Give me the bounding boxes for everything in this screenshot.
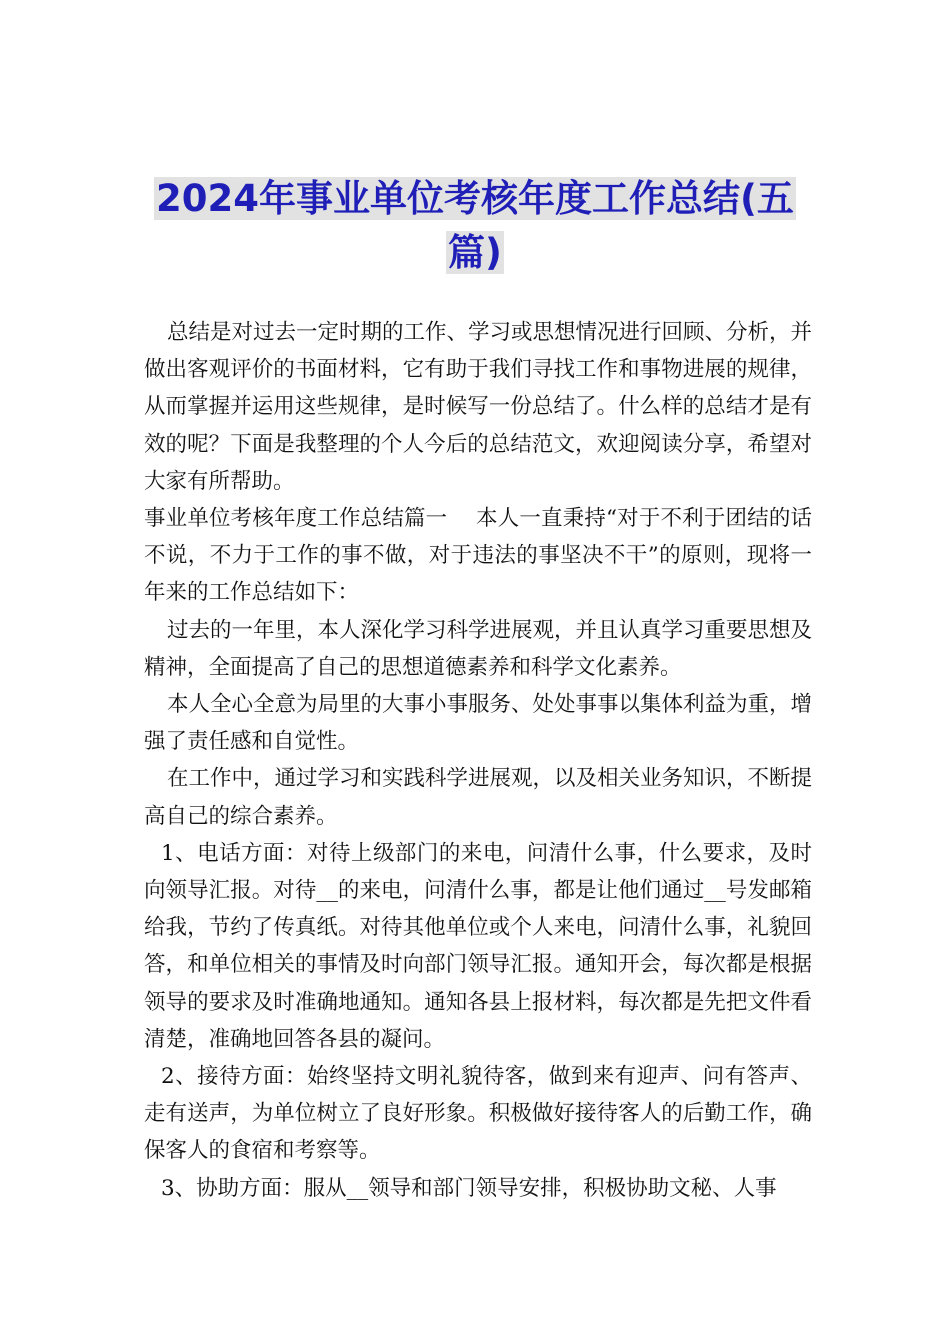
- paragraph-intro: 总结是对过去一定时期的工作、学习或思想情况进行回顾、分析，并做出客观评价的书面材料，它有助于我们寻找工作和事物进展的规律，从而掌握并运用这些规律，是时候写一份总结了。什么样的总结才是有效的呢？下面是我整理的个人今后的总结范文，欢迎阅读分享，希望对大家有所帮助。: [144, 320, 813, 494]
- paragraph-section-one: 事业单位考核年度工作总结篇一 本人一直秉持“对于不利于团结的话不说，不力于工作的事不做，对于违法的事坚决不干”的原则，现将一年来的工作总结如下：: [144, 506, 812, 606]
- paragraph-phone: 1、电话方面：对待上级部门的来电，问清什么事，什么要求，及时向领导汇报。对待__的来电，问清什么事，都是让他们通过__号发邮箱给我，节约了传真纸。对待其他单位或个人来电，问清什么事，礼貌回答，和单位相关的事情及时向部门领导汇报。通知开会，每次都是根据领导的要求及时准确地通知。通知各县上报材料，每次都是先把文件看清楚，准确地回答各县的凝问。: [144, 840, 812, 1052]
- paragraph-assist: 3、协助方面：服从__领导和部门领导安排，积极协助文秘、人事: [161, 1175, 777, 1201]
- paragraph: 在工作中，通过学习和实践科学进展观，以及相关业务知识，不断提高自己的综合素养。: [144, 766, 813, 829]
- page-title: [140, 172, 810, 280]
- paragraph: 过去的一年里，本人深化学习科学进展观，并且认真学习重要思想及精神，全面提高了自己的思想道德素养和科学文化素养。: [144, 617, 813, 680]
- paragraph: 本人全心全意为局里的大事小事服务、处处事事以集体利益为重，增强了责任感和自觉性。: [144, 692, 813, 755]
- document-body: [144, 314, 812, 1207]
- title-line-2: 篇): [448, 231, 502, 274]
- title-line-1: 2024年事业单位考核年度工作总结(五: [156, 177, 794, 220]
- paragraph-reception: 2、接待方面：始终坚持文明礼貌待客，做到来有迎声、问有答声、走有送声，为单位树立了良好形象。积极做好接待客人的后勤工作，确保客人的食宿和考察等。: [144, 1064, 812, 1164]
